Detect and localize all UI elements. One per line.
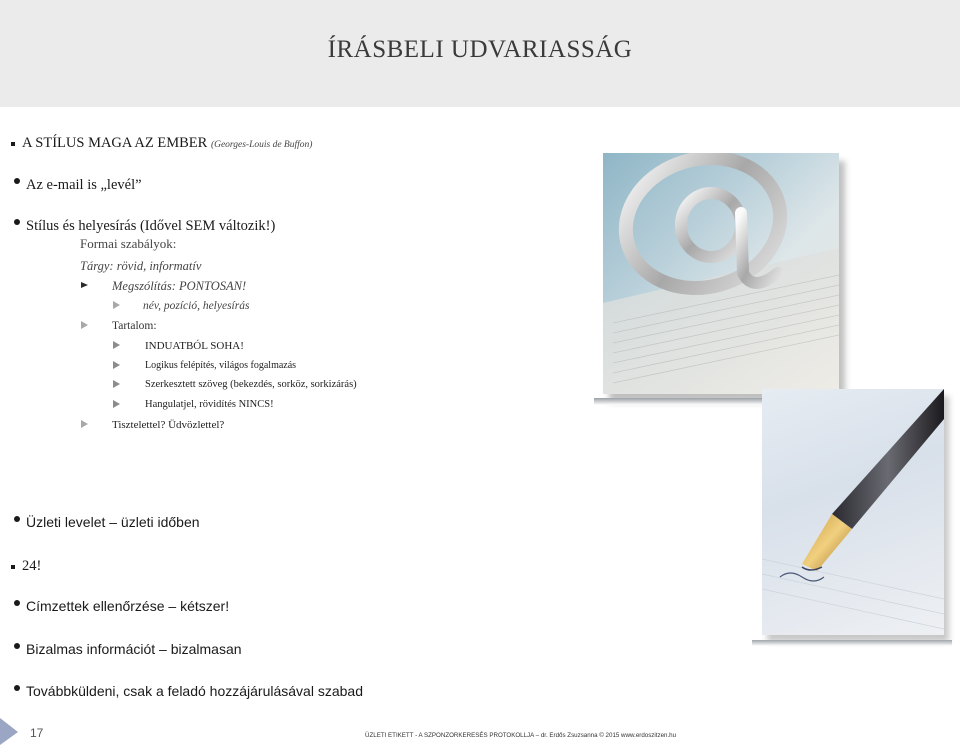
bullet-dot: [14, 516, 20, 522]
fountain-pen-photo: [762, 389, 944, 635]
bullet-24: 24!: [22, 558, 42, 574]
slide-title: ÍRÁSBELI UDVARIASSÁG: [327, 36, 633, 63]
arrow-bullet-icon: [113, 361, 120, 369]
closing-question: Tisztelettel? Üdvözlettel?: [112, 419, 225, 431]
bullet-dot: [14, 643, 20, 649]
bullet-confidential: Bizalmas információt – bizalmasan: [26, 641, 242, 657]
subject-rule: Tárgy: rövid, informatív: [80, 259, 202, 273]
fountain-pen-icon: [762, 389, 944, 635]
bullet-forwarding: Továbbküldeni, csak a feladó hozzájárulásával szabad: [26, 683, 363, 699]
arrow-bullet-icon: [81, 420, 88, 428]
bullet-dot: [14, 219, 20, 225]
body-item: INDUATBÓL SOHA!: [145, 340, 244, 352]
bullet-recipients-check: Címzettek ellenőrzése – kétszer!: [26, 598, 230, 614]
salutation-rule: Megszólítás: PONTOSAN!: [112, 279, 247, 293]
arrow-bullet-icon: [113, 341, 120, 349]
page-number: 17: [30, 726, 44, 740]
footer-text: ÜZLETI ETIKETT - A SZPONZORKERESÉS PROTOKOLLJA – dr. Erdős Zsuzsanna © 2015 www.erdoszitzen.hu: [365, 732, 677, 739]
photo-shadow: [752, 640, 952, 646]
bullet-style-quote-main: A STÍLUS MAGA AZ EMBER: [22, 135, 208, 151]
formal-rules-label: Formai szabályok:: [80, 236, 177, 251]
bullet-dot: [14, 178, 20, 184]
body-item: Logikus felépítés, világos fogalmazás: [145, 360, 297, 371]
arrow-bullet-icon: [113, 301, 120, 309]
body-item: Hangulatjel, rövidítés NINCS!: [145, 399, 274, 410]
arrow-bullet-icon: [113, 380, 120, 388]
body-label: Tartalom:: [112, 320, 157, 332]
bullet-style-quote: [22, 135, 312, 152]
at-sign-photo: [603, 153, 839, 394]
bullet-dot: [14, 685, 20, 691]
bullet-dot: [14, 600, 20, 606]
at-sign-icon: [603, 153, 839, 394]
bullet-style-quote-attribution: (Georges-Louis de Buffon): [210, 140, 313, 150]
bullet-email-letter: Az e-mail is „levél”: [26, 177, 142, 193]
bullet-style-spelling: Stílus és helyesírás (Idővel SEM változik!): [26, 218, 276, 234]
salutation-detail: név, pozíció, helyesírás: [143, 300, 250, 312]
arrow-bullet-icon: [81, 282, 88, 288]
footer-corner-decoration: [0, 718, 18, 745]
bullet-business-hours: Üzleti levelet – üzleti időben: [26, 514, 200, 530]
arrow-bullet-icon: [81, 321, 88, 329]
arrow-bullet-icon: [113, 400, 120, 408]
body-item: Szerkesztett szöveg (bekezdés, sorköz, sorkizárás): [145, 379, 357, 390]
